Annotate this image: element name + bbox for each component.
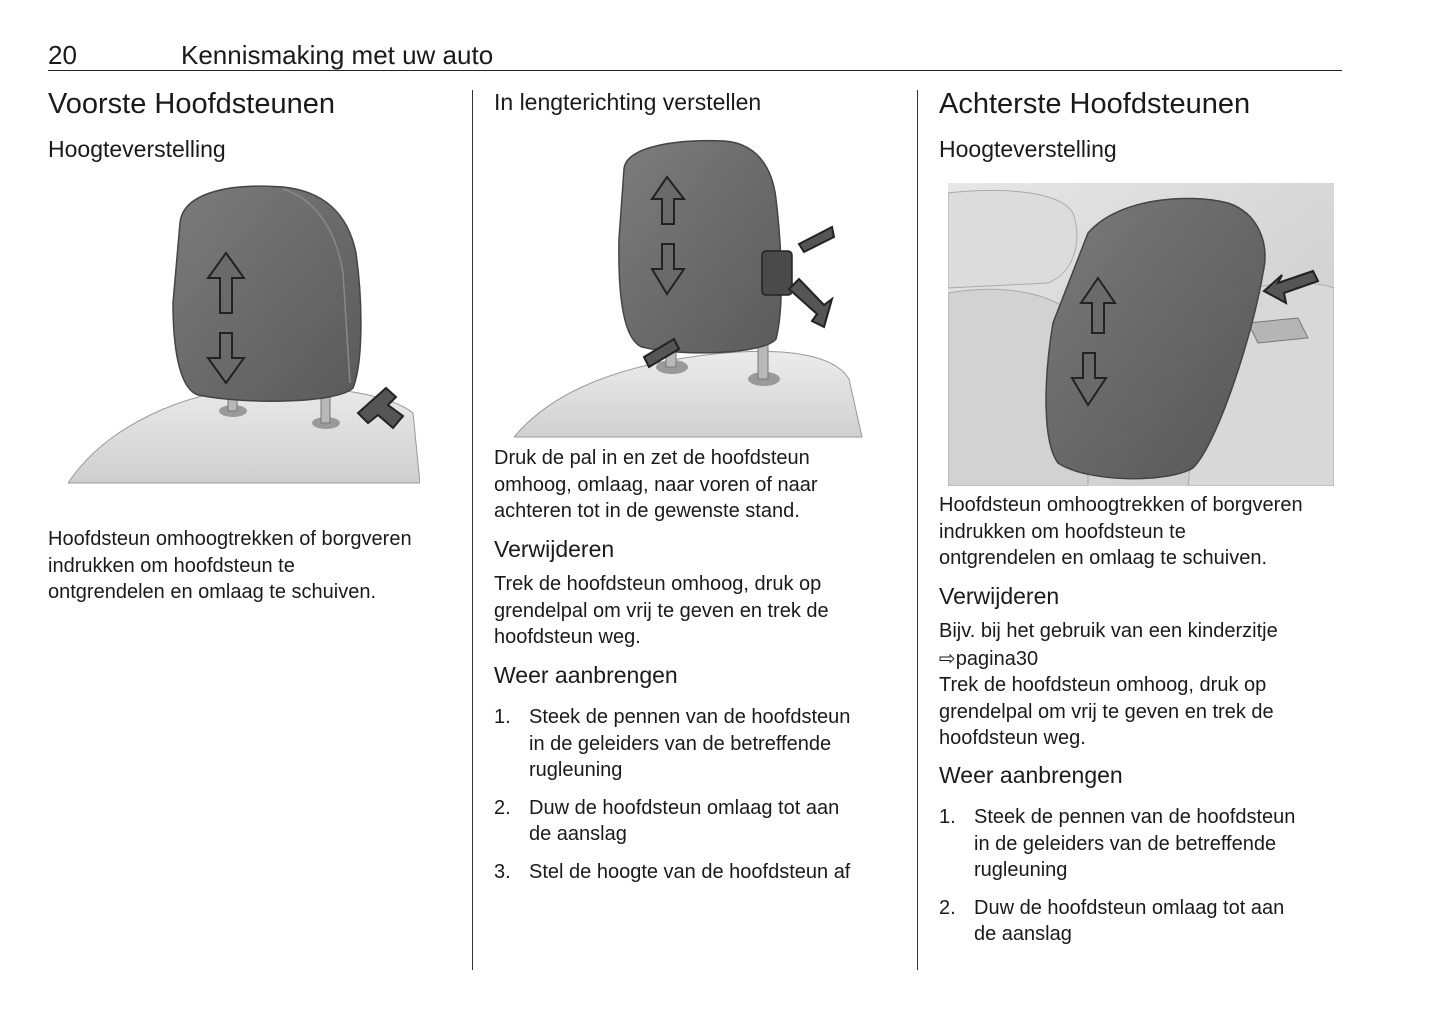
text-line: grendelpal om vrij te geven en trek de xyxy=(939,700,1274,723)
rear-headrest-illustration xyxy=(948,183,1334,486)
list-item xyxy=(494,704,894,784)
rear-remove-instructions xyxy=(939,618,1339,752)
text-line: omhoog, omlaag, naar voren of naar xyxy=(494,473,818,496)
step-number: 1. xyxy=(494,706,511,728)
rear-caption xyxy=(939,492,1339,572)
text-line: hoofdsteun weg. xyxy=(494,626,641,648)
step-number: 1. xyxy=(939,806,956,828)
page-header xyxy=(48,38,1342,71)
front-headrest-illustration xyxy=(68,183,420,485)
rear-refit-heading: Weer aanbrengen xyxy=(939,762,1123,788)
text-line: grendelpal om vrij te geven en trek de xyxy=(494,599,829,622)
longitudinal-adjustment-subheading: In lengterichting verstellen xyxy=(494,89,762,115)
step-line: in de geleiders van de betreffende xyxy=(529,732,832,755)
caption-line: Hoofdsteun omhoogtrekken of borgveren xyxy=(939,494,1303,516)
step-number: 3. xyxy=(494,860,511,883)
caption-line: indrukken om hoofdsteun te xyxy=(48,554,295,577)
text-line: Bijv. bij het gebruik van een kinderzitje xyxy=(939,620,1278,642)
text-line: Druk de pal in en zet de hoofdsteun xyxy=(494,447,810,469)
caption-line: ontgrendelen en omlaag te schuiven. xyxy=(939,547,1268,569)
page-reference[interactable] xyxy=(939,645,1339,673)
step-line: Stel de hoogte van de hoofdsteun af xyxy=(529,860,851,883)
step-number: 2. xyxy=(494,796,511,819)
remove-instructions xyxy=(494,571,894,651)
step-line: rugleuning xyxy=(974,859,1068,881)
column-divider xyxy=(472,90,473,970)
step-line: de aanslag xyxy=(529,823,627,845)
step-line: in de geleiders van de betreffende xyxy=(974,832,1277,855)
page-reference-link[interactable]: pagina30 xyxy=(955,647,1039,670)
text-line: Trek de hoofdsteun omhoog, druk op xyxy=(939,674,1267,696)
step-number: 2. xyxy=(939,896,956,919)
refit-steps-list xyxy=(494,704,894,896)
rear-height-adjustment-subheading: Hoogteverstelling xyxy=(939,136,1117,162)
text-line: Trek de hoofdsteun omhoog, druk op xyxy=(494,573,822,595)
step-line: Steek de pennen van de hoofdsteun xyxy=(529,706,851,728)
list-item xyxy=(494,859,894,886)
list-item xyxy=(494,795,894,848)
caption-line: Hoofdsteun omhoogtrekken of borgveren xyxy=(48,528,412,550)
step-line: Duw de hoofdsteun omlaag tot aan xyxy=(529,796,840,819)
reference-arrow-icon: ⇨ xyxy=(939,645,956,670)
longitudinal-instructions xyxy=(494,445,894,525)
list-item xyxy=(939,804,1339,884)
step-line: Steek de pennen van de hoofdsteun xyxy=(974,806,1296,828)
step-line: de aanslag xyxy=(974,923,1072,945)
refit-heading: Weer aanbrengen xyxy=(494,662,678,688)
rear-remove-heading: Verwijderen xyxy=(939,583,1060,609)
caption-line: ontgrendelen en omlaag te schuiven. xyxy=(48,581,377,603)
remove-heading: Verwijderen xyxy=(494,536,615,562)
page-section-title: Kennismaking met uw auto xyxy=(181,40,494,70)
page-number: 20 xyxy=(48,40,77,70)
front-height-adjustment-subheading: Hoogteverstelling xyxy=(48,136,226,162)
text-line: hoofdsteun weg. xyxy=(939,727,1086,749)
rear-headrests-heading: Achterste Hoofdsteunen xyxy=(939,88,1251,120)
front-headrests-heading: Voorste Hoofdsteunen xyxy=(48,88,335,120)
step-line: Duw de hoofdsteun omlaag tot aan xyxy=(974,896,1285,919)
front-caption xyxy=(48,526,448,606)
step-line: rugleuning xyxy=(529,759,623,781)
headrest-tilt-illustration xyxy=(514,139,866,439)
list-item xyxy=(939,895,1339,948)
column-divider xyxy=(917,90,918,970)
rear-refit-steps-list xyxy=(939,804,1339,959)
caption-line: indrukken om hoofdsteun te xyxy=(939,520,1186,543)
text-line: achteren tot in de gewenste stand. xyxy=(494,500,800,522)
